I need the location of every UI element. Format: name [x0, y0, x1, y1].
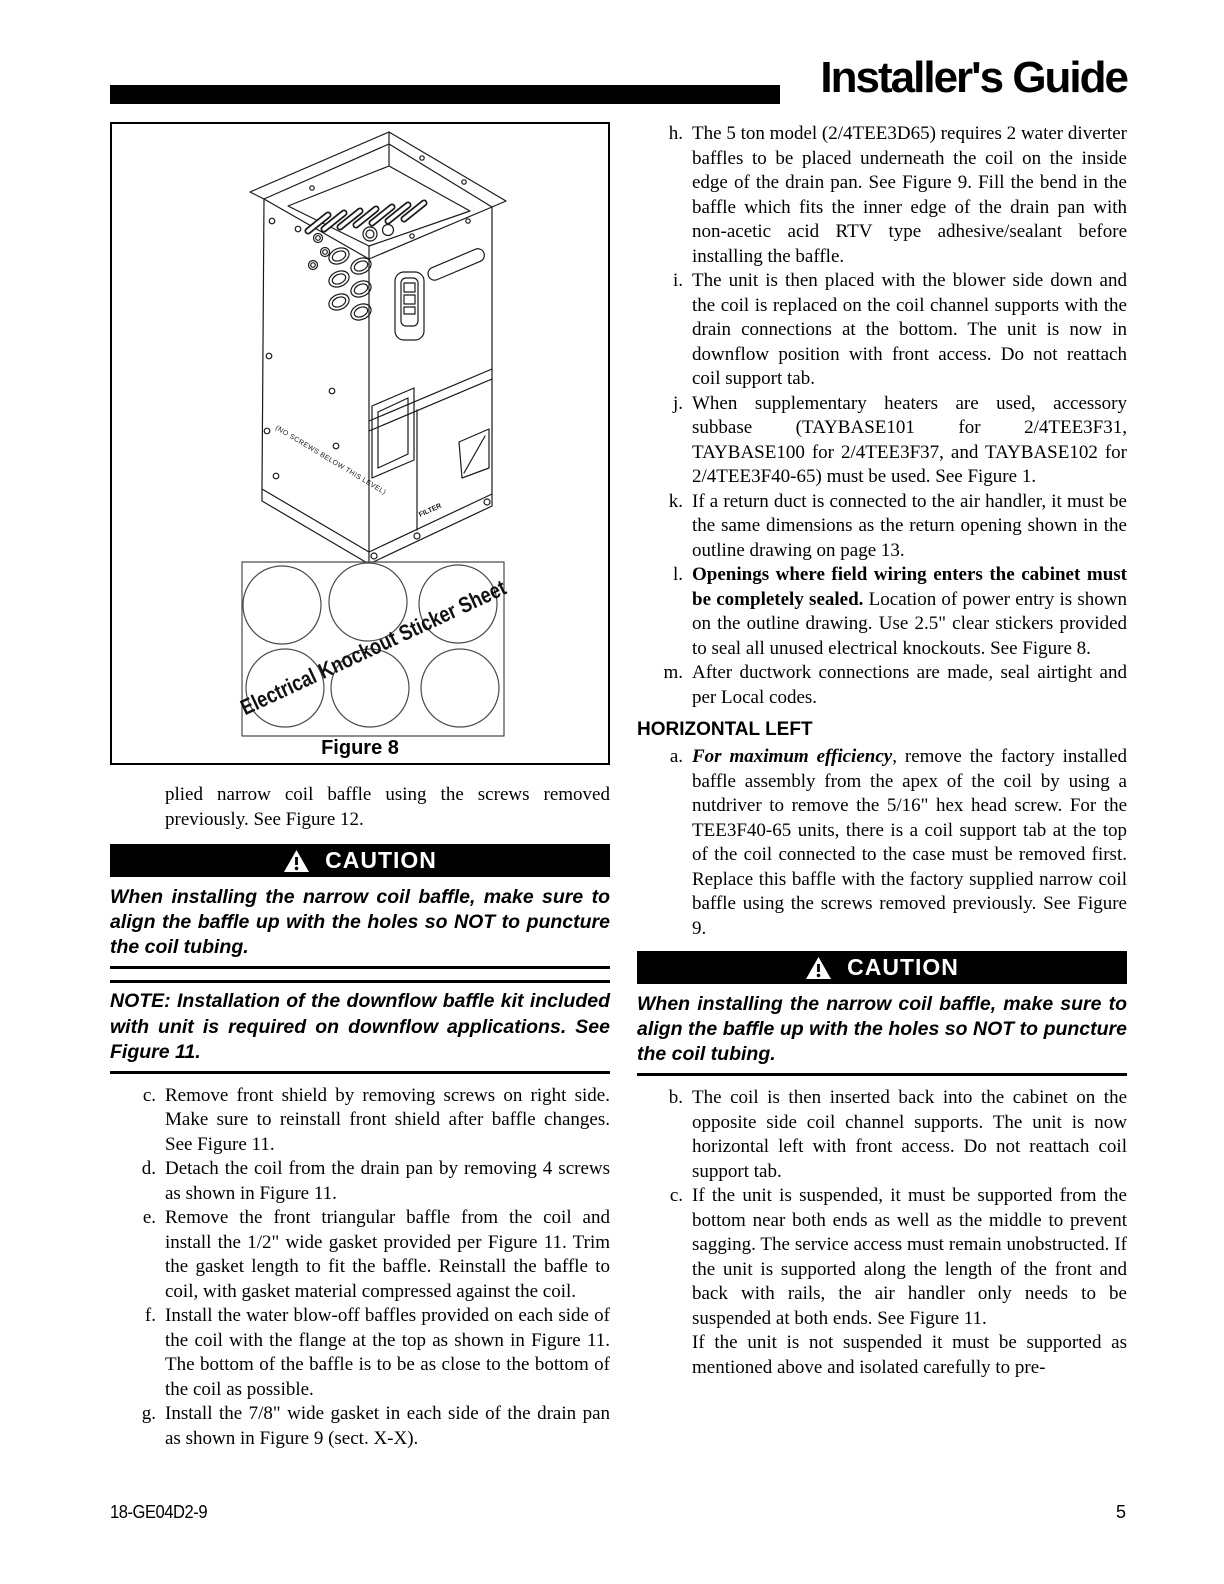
list-item — [637, 490, 1127, 564]
right-column — [637, 122, 1127, 1380]
divider-rule — [110, 980, 610, 983]
item-bold-text: Openings where field wiring enters the cabinet must be completely sealed. — [692, 564, 1127, 610]
item-bold-italic-text: For maximum efficiency — [692, 746, 893, 767]
list-item — [110, 1157, 610, 1206]
unit-filter-label: FILTER — [417, 502, 443, 519]
item-label: c. — [669, 1185, 683, 1207]
item-text: If the unit is suspended, it must be supported from the bottom near both ends as well as the middle to prevent sagging. The service access must remain unobstructed. If the unit is supported along the length of the front and back with rails, the air handler only needs to be suspended at both ends. See Figure 11. — [692, 1185, 1127, 1329]
list-item — [637, 269, 1127, 392]
right-continuation-paragraph: If the unit is not suspended it must be supported as mentioned above and isolated carefully to pre- — [692, 1332, 1127, 1378]
item-text: Install the water blow-off baffles provided on each side of the coil with the flange at the top as shown in Figure 11. The bottom of the baffle is to be as close to the bottom of the coil as possible. — [165, 1305, 610, 1400]
lower-access-opening — [372, 388, 414, 478]
section-heading-horizontal-left: HORIZONTAL LEFT — [637, 719, 813, 740]
figure-caption: Figure 8 — [321, 737, 399, 759]
note-paragraph: NOTE: Installation of the downflow baffle kit included with unit is required on downflow applications. See Figure 11. — [110, 990, 610, 1063]
item-label: k. — [668, 490, 683, 512]
list-item — [637, 392, 1127, 490]
list-item — [110, 1206, 610, 1304]
caution-banner-title: CAUTION — [847, 954, 959, 980]
list-item — [110, 1402, 610, 1451]
item-text: The 5 ton model (2/4TEE3D65) requires 2 water diverter baffles to be placed underneath the coil on the inside edge of the drain pan. See Figure 9. Fill the bend in the baffle which fits the inner edge of the drain pan with non-acetic acid RTV type adhesive/sealant before installing the baffle. — [692, 123, 1127, 267]
item-label: g. — [141, 1403, 156, 1425]
left-continuation-paragraph: plied narrow coil baffle using the screws removed previously. See Figure 12. — [165, 784, 610, 830]
item-label: b. — [668, 1087, 683, 1109]
unit-handle — [426, 247, 486, 282]
item-text — [692, 563, 1127, 661]
divider-rule — [637, 1073, 1127, 1076]
caution-body: When installing the narrow coil baffle, make sure to align the baffle up with the holes so NOT to puncture the coil tubing. — [637, 993, 1127, 1066]
right-item-list-2 — [637, 1086, 1127, 1331]
list-item — [110, 1304, 610, 1402]
right-item-list — [637, 122, 1127, 710]
item-label: m. — [663, 662, 683, 683]
caution-banner — [110, 844, 610, 877]
left-item-list — [110, 1084, 610, 1452]
item-text: Remove front shield by removing screws on right side. Make sure to reinstall front shield after baffle changes. See Figure 11. — [165, 1084, 610, 1155]
footer-page-number: 5 — [1115, 1502, 1126, 1522]
item-label: c. — [142, 1084, 156, 1106]
item-text — [692, 745, 1127, 941]
item-label: a. — [669, 746, 683, 767]
item-label: f. — [144, 1305, 156, 1327]
list-item — [637, 122, 1127, 269]
item-text: Detach the coil from the drain pan by removing 4 screws as shown in Figure 11. — [165, 1158, 610, 1204]
item-label: i. — [672, 270, 683, 291]
list-item — [637, 745, 1127, 941]
list-item — [637, 1184, 1127, 1331]
grommets — [309, 234, 330, 270]
item-rest-text: Location of power entry is shown on the outline drawing. Use 2.5" clear stickers provided to seal all unused electrical knockouts. See Figure 8. — [692, 588, 1128, 659]
item-label: e. — [142, 1207, 156, 1229]
item-text: If a return duct is connected to the air handler, it must be the same dimensions as the return opening shown in the outline drawing on page 13. — [692, 490, 1127, 561]
page-title: Installer's Guide — [820, 53, 1127, 102]
unit-side-label: (NO SCREWS BELOW THIS LEVEL) — [273, 424, 388, 497]
divider-rule — [110, 966, 610, 969]
item-text: The unit is then placed with the blower side down and the coil is replaced on the coil channel supports with the drain connections at the bottom. The unit is now in downflow position with front access. Do not reattach coil support tab. — [692, 270, 1127, 389]
caution-banner-title: CAUTION — [325, 847, 437, 873]
warning-triangle-icon — [283, 849, 310, 873]
list-item — [637, 1086, 1127, 1184]
item-label: d. — [141, 1158, 156, 1180]
control-slot — [395, 272, 424, 340]
item-text: Install the 7/8" wide gasket in each side of the drain pan as shown in Figure 9 (sect. X-X). — [165, 1403, 610, 1449]
list-item — [637, 661, 1127, 710]
caution-banner — [637, 951, 1127, 984]
figure-8-box — [110, 122, 610, 765]
sticker-sheet-label: Electrical Knockout Sticker Sheet — [236, 549, 566, 721]
left-column — [110, 122, 610, 1451]
footer-doc-number: 18-GE04D2-9 — [110, 1502, 208, 1522]
item-text: The coil is then inserted back into the cabinet on the opposite side coil channel supports. The unit is now horizontal left with front access. Do not reattach coil support tab. — [692, 1087, 1127, 1182]
item-label: j. — [672, 392, 683, 414]
item-label: h. — [668, 123, 683, 144]
item-rest-text: , remove the factory installed baffle assembly from the apex of the coil by using a nutdriver to remove the 5/16" hex head screw. For the TEE3F40-65 units, there is a coil support tab at the top of the coil connected to the case must be removed first. Replace this baffle with the factory supplied narrow coil baffle using the screws removed previously. See Figure 9. — [692, 746, 1127, 939]
caution-body: When installing the narrow coil baffle, make sure to align the baffle up with the holes so NOT to puncture the coil tubing. — [110, 886, 610, 959]
item-text: After ductwork connections are made, seal airtight and per Local codes. — [692, 662, 1127, 708]
unit-base — [262, 489, 492, 564]
list-item — [637, 563, 1127, 661]
list-item — [110, 1084, 610, 1158]
corner-flap — [459, 429, 489, 478]
air-handler-illustration — [112, 126, 608, 746]
item-text: Remove the front triangular baffle from the coil and install the 1/2" wide gasket provided per Figure 11. Trim the gasket length to fit the baffle. Reinstall the baffle to coil, with gasket material compressed against the coil. — [165, 1207, 610, 1302]
warning-triangle-icon — [805, 956, 832, 980]
divider-rule — [110, 1071, 610, 1074]
item-text: When supplementary heaters are used, accessory subbase (TAYBASE101 for 2/4TEE3F31, TAYBASE100 for 2/4TEE3F37, and TAYBASE102 for 2/4TEE3F40-65) must be used. See Figure 1. — [692, 392, 1127, 487]
item-label: l. — [672, 564, 683, 585]
header-rule-bar — [110, 85, 780, 104]
